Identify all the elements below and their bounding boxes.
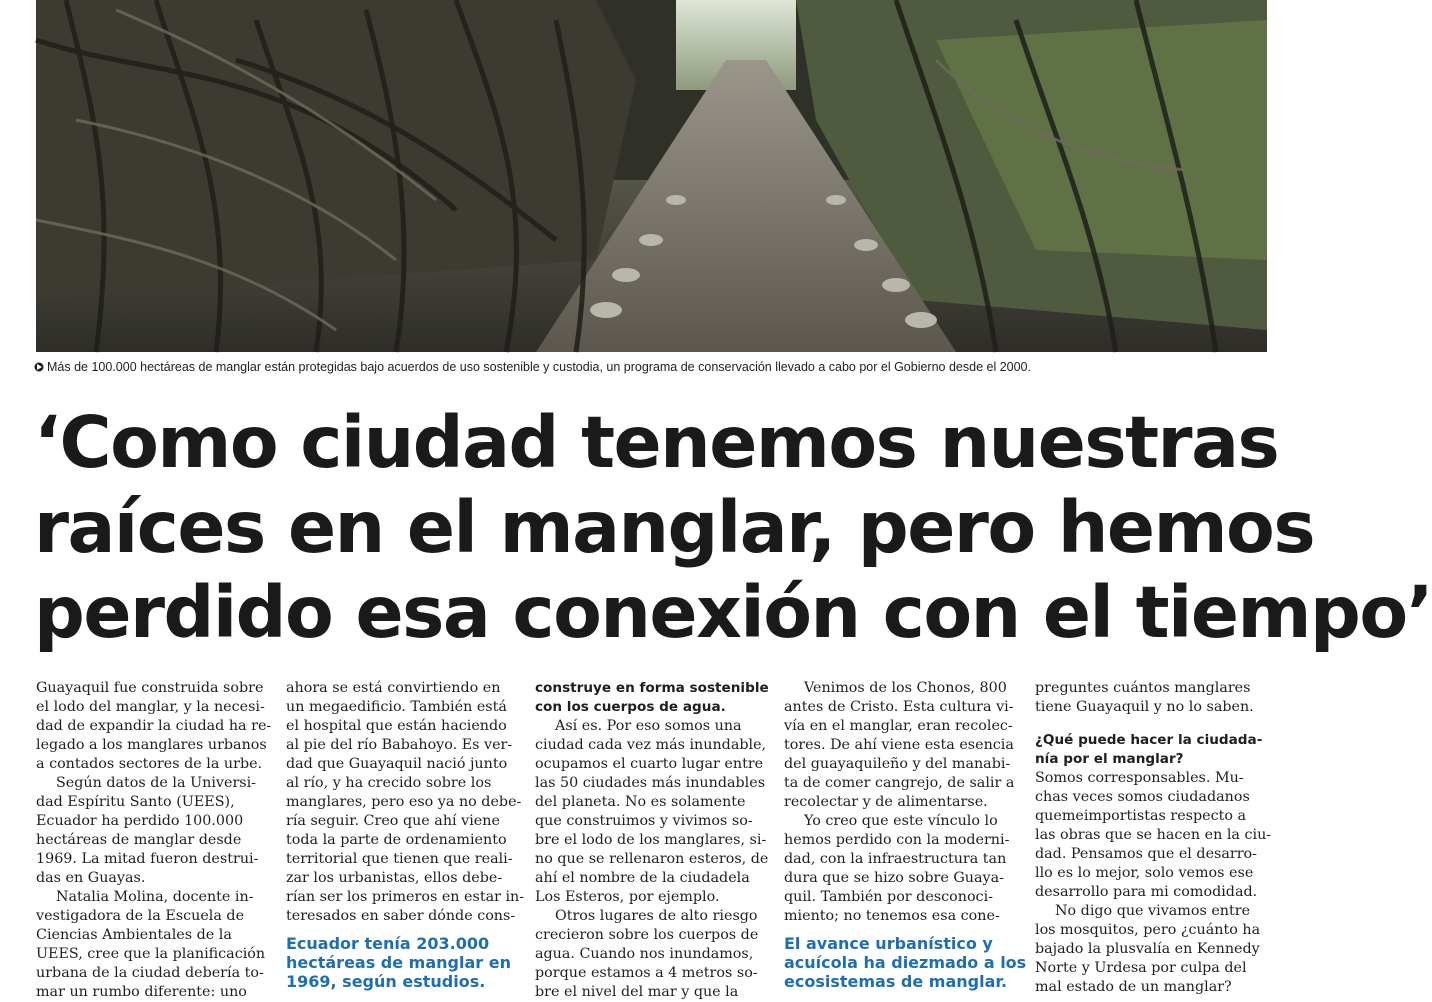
text-line: UEES, cree que la planificación — [36, 946, 266, 962]
text-line: preguntes cuántos manglares — [1035, 680, 1251, 696]
text-line: vía en el manglar, eran recolec- — [784, 718, 1013, 734]
text-line: Guayaquil fue construida sobre — [36, 680, 264, 696]
text-line: vestigadora de la Escuela de — [36, 908, 245, 924]
text-line: Otros lugares de alto riesgo — [555, 908, 758, 924]
text-line: tores. De ahí viene esta esencia — [784, 737, 1014, 753]
text-line: los mosquitos, pero ¿cuánto ha — [1035, 922, 1261, 938]
text-line: Yo creo que este vínculo lo — [804, 813, 998, 829]
headline-line-1: ‘Como ciudad tenemos nuestras — [34, 401, 1279, 484]
text-line: chas veces somos ciudadanos — [1035, 789, 1250, 805]
question-line: con los cuerpos de agua. — [535, 699, 726, 715]
text-line: ahora se está convirtiendo en — [286, 680, 501, 696]
pull-quote-line: Ecuador tenía 203.000 — [286, 934, 490, 953]
caption-marker-icon — [34, 362, 44, 372]
text-line: al río, y ha crecido sobre los — [286, 775, 492, 791]
text-line: Venimos de los Chonos, 800 — [804, 680, 1007, 696]
text-line: ta de comer cangrejo, de salir a — [784, 775, 1015, 791]
text-line: ciudad cada vez más inundable, — [535, 737, 767, 753]
text-line: un megaedificio. También está — [286, 699, 507, 715]
text-line: teresados en saber dónde cons- — [286, 908, 516, 924]
text-line: ocupamos el cuarto lugar entre — [535, 756, 764, 772]
question-line: ¿Qué puede hacer la ciudada- — [1035, 732, 1263, 748]
text-line: desarrollo para mi comodidad. — [1035, 884, 1258, 900]
text-line: No digo que vivamos entre — [1055, 903, 1251, 919]
question-line: construye en forma sostenible — [535, 680, 769, 696]
text-line: hemos perdido con la moderni- — [784, 832, 1010, 848]
text-line: das en Guayas. — [36, 870, 146, 886]
text-line: del guayaquileño y del manabi- — [784, 756, 1011, 772]
text-line: rían ser los primeros en estar in- — [286, 889, 525, 905]
text-line: legado a los manglares urbanos — [36, 737, 267, 753]
text-line: el hospital que están haciendo — [286, 718, 507, 734]
text-line: hectáreas de manglar desde — [36, 832, 242, 848]
text-line: llo es lo mejor, solo vemos ese — [1035, 865, 1254, 881]
mangrove-path-photo — [36, 0, 1267, 352]
text-line: agua. Cuando nos inundamos, — [535, 946, 754, 962]
text-line: ría seguir. Creo que ahí viene — [286, 813, 500, 829]
text-line: bajado la plusvalía en Kennedy — [1035, 941, 1260, 957]
text-line: Natalia Molina, docente in- — [56, 889, 254, 905]
text-line: dad, con la infraestructura tan — [784, 851, 1007, 867]
text-line: Según datos de la Universi- — [56, 775, 257, 791]
article-column-2 — [286, 679, 525, 991]
text-line: quemeimportistas respecto a — [1035, 808, 1247, 824]
article-column-1 — [36, 679, 272, 1002]
text-line: las 50 ciudades más inundables — [535, 775, 766, 791]
text-line: tiene Guayaquil y no lo saben. — [1035, 699, 1254, 715]
photo-caption — [34, 358, 1274, 376]
text-line: mar un rumbo diferente: uno — [36, 984, 247, 1000]
text-line: dad. Pensamos que el desarro- — [1035, 846, 1257, 862]
article-column-5 — [1035, 679, 1272, 997]
text-line: Ecuador ha perdido 100.000 — [36, 813, 244, 829]
article-headline — [34, 400, 1432, 655]
caption-text: Más de 100.000 hectáreas de manglar están protegidas bajo acuerdos de uso sostenible y custodia, un programa de conservación llevado a cabo por el Gobierno desde el 2000. — [47, 360, 1031, 374]
text-line: al pie del río Babahoyo. Es ver- — [286, 737, 513, 753]
pull-quote-line: acuícola ha diezmado a los — [784, 953, 1027, 972]
text-line: no que se rellenaron esteros, de — [535, 851, 769, 867]
text-line: manglares, pero eso ya no debe- — [286, 794, 522, 810]
pull-quote-2 — [784, 934, 1027, 991]
text-line: las obras que se hacen en la ciu- — [1035, 827, 1272, 843]
text-line: Ciencias Ambientales de la — [36, 927, 232, 943]
text-line: que construimos y vivimos so- — [535, 813, 753, 829]
text-line: urbana de la ciudad debería to- — [36, 965, 264, 981]
text-line: ahí el nombre de la ciudadela — [535, 870, 750, 886]
pull-quote-line: ecosistemas de manglar. — [784, 972, 1008, 991]
pull-quote-line: hectáreas de manglar en — [286, 953, 511, 972]
text-line: Los Esteros, por ejemplo. — [535, 889, 720, 905]
text-line: del planeta. No es solamente — [535, 794, 746, 810]
text-line: quil. También por desconoci- — [784, 889, 993, 905]
text-line: Así es. Por eso somos una — [555, 718, 742, 734]
article-column-3 — [535, 679, 769, 1002]
question-line: nía por el manglar? — [1035, 751, 1184, 767]
text-line: dad de expandir la ciudad ha re- — [36, 718, 272, 734]
text-line: toda la parte de ordenamiento — [286, 832, 507, 848]
text-line: dad que Guayaquil nació junto — [286, 756, 508, 772]
text-line: porque estamos a 4 metros so- — [535, 965, 758, 981]
text-line: el lodo del manglar, y la necesi- — [36, 699, 265, 715]
mangrove-photo-illustration — [36, 0, 1267, 352]
text-line: miento; no tenemos esa cone- — [784, 908, 1000, 924]
pull-quote-line: 1969, según estudios. — [286, 972, 486, 991]
text-line: recolectar y de alimentarse. — [784, 794, 988, 810]
text-line: territorial que tienen que reali- — [286, 851, 513, 867]
text-line: mal estado de un manglar? — [1035, 979, 1232, 995]
text-line: Somos corresponsables. Mu- — [1035, 770, 1244, 786]
text-line: dura que se hizo sobre Guaya- — [784, 870, 1004, 886]
headline-line-3: perdido esa conexión con el tiempo’ — [34, 571, 1432, 654]
text-line: bre el lodo de los manglares, si- — [535, 832, 767, 848]
headline-line-2: raíces en el manglar, pero hemos — [34, 486, 1315, 569]
text-line: antes de Cristo. Esta cultura vi- — [784, 699, 1014, 715]
pull-quote-line: El avance urbanístico y — [784, 934, 993, 953]
pull-quote-1 — [286, 934, 514, 991]
paragraph-gap — [1035, 717, 1263, 731]
text-line: 1969. La mitad fueron destrui- — [36, 851, 259, 867]
text-line: zar los urbanistas, ellos debe- — [286, 870, 503, 886]
article-column-4 — [784, 679, 1027, 991]
text-line: a contados sectores de la urbe. — [36, 756, 263, 772]
text-line: crecieron sobre los cuerpos de — [535, 927, 759, 943]
text-line: Norte y Urdesa por culpa del — [1035, 960, 1247, 976]
text-line: bre el nivel del mar y que la — [535, 984, 739, 1000]
text-line: dad Espíritu Santo (UEES), — [36, 794, 235, 810]
